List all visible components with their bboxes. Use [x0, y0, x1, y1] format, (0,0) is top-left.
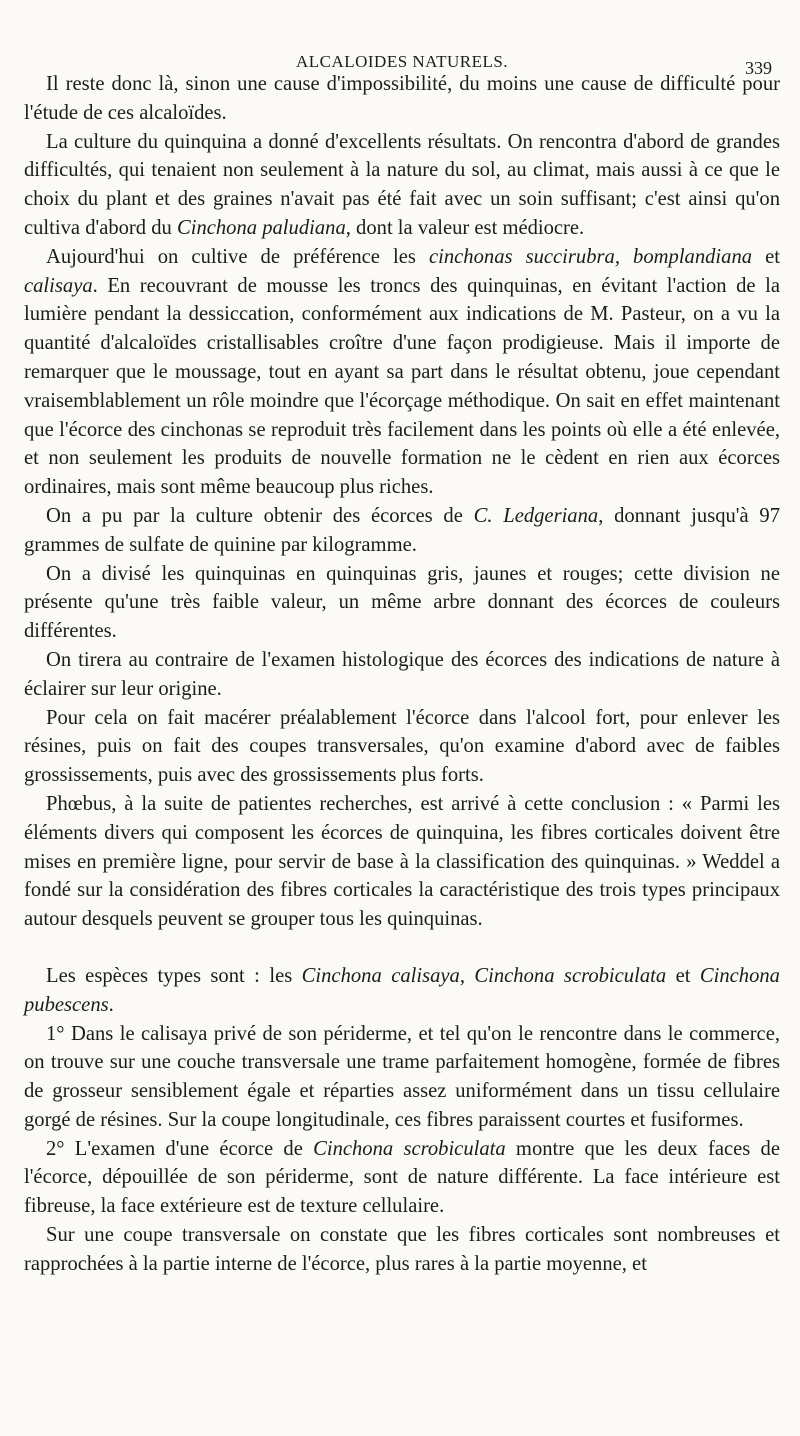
- paragraph-p6: [24, 646, 780, 704]
- text-run: On a divisé les quinquinas en quinquinas gris, jaunes et rouges; cette division ne présente qu'une très faible valeur, un même arbre donnant des écorces de couleurs différentes.: [24, 562, 780, 643]
- body-text: [24, 70, 780, 1279]
- text-run: Sur une coupe transversale on constate que les fibres corticales sont nombreuses et rapprochées à la partie interne de l'écorce, plus rares à la partie moyenne, et: [24, 1224, 780, 1275]
- italic-term: calisaya: [24, 274, 93, 297]
- text-run: 1° Dans le calisaya privé de son périderme, et tel qu'on le rencontre dans le commerce, on trouve sur une couche transversale une trame parfaitement homogène, formée de fibres de grosseur sensiblement égale et réparties assez uniformément dans un tissu cellulaire gorgé de résines. Sur la coupe longitudinale, ces fibres paraissent courtes et fusiformes.: [24, 1022, 780, 1131]
- paragraph-p5: [24, 560, 780, 646]
- paragraph-p8: [24, 790, 780, 934]
- text-run: Phœbus, à la suite de patientes recherches, est arrivé à cette conclusion : « Parmi les éléments divers qui composent les écorces de quinquina, les fibres corticales doivent être mises en première ligne, pour servir de base à la classification des quinquinas. » Weddel a fondé sur la considération des fibres corticales la caractéristique des trois types principaux autour desquels peuvent se grouper tous les quinquinas.: [24, 792, 780, 931]
- text-run: Pour cela on fait macérer préalablement l'écorce dans l'alcool fort, pour enlever les résines, puis on fait des coupes transversales, qu'on examine d'abord avec de faibles grossissements, puis avec des grossissements plus forts.: [24, 706, 780, 787]
- italic-term: Cinchona pubescens: [24, 964, 780, 1016]
- text-run: Aujourd'hui on cultive de préférence les: [46, 245, 429, 268]
- text-run: , dont la valeur est médiocre.: [345, 216, 585, 239]
- text-run: Il reste donc là, sinon une cause d'impossibilité, du moins une cause de difficulté pour l'étude de ces alcaloïdes.: [24, 73, 780, 124]
- text-run: et: [752, 245, 780, 268]
- italic-term: Cinchona scrobiculata: [313, 1137, 506, 1160]
- paragraph-p11: [24, 1135, 780, 1221]
- text-run: . En recouvrant de mousse les troncs des quinquinas, en évitant l'action de la lumière pendant la dessiccation, conformément aux indications de M. Pasteur, on a vu la quantité d'alcaloïdes cristallisables croître d'une façon prodigieuse. Mais il importe de remarquer que le moussage, tout en ayant sa part dans le résultat obtenu, joue cependant vraisemblablement un rôle moindre que l'écorçage méthodique. On sait en effet maintenant que l'écorce des cinchonas se reproduit très facilement dans les points où elle a été enlevée, et non seulement les produits de nouvelle formation ne le cèdent en rien aux écorces ordinaires, mais sont même beaucoup plus riches.: [24, 274, 780, 499]
- text-run: .: [108, 993, 114, 1016]
- text-run: 2° L'examen d'une écorce de: [46, 1137, 314, 1160]
- paragraph-p4: [24, 502, 780, 560]
- text-run: montre que les deux faces de l'écorce, dépouillée de son périderme, sont de nature différente. La face intérieure est fibreuse, la face extérieure est de texture cellulaire.: [24, 1137, 780, 1218]
- paragraph-p9: [24, 962, 780, 1020]
- paragraph-p12: [24, 1221, 780, 1279]
- paragraph-p10: [24, 1020, 780, 1135]
- page-header: [24, 0, 780, 78]
- paragraph-p1: [24, 70, 780, 128]
- text-run: et: [666, 964, 700, 987]
- text-run: La culture du quinquina a donné d'excellents résultats. On rencontra d'abord de grandes difficultés, qui tenaient non seulement à la nature du sol, au climat, mais aussi à ce que le choix du plant et des graines n'avait pas été fait avec un soin suffisant; c'est ainsi qu'on cultiva d'abord du: [24, 130, 780, 239]
- text-run: On tirera au contraire de l'examen histologique des écorces des indications de nature à éclairer sur leur origine.: [24, 648, 780, 700]
- paragraph-p2: [24, 128, 780, 243]
- italic-term: Cinchona paludiana: [176, 216, 346, 239]
- italic-term: C. Ledgeriana: [473, 504, 599, 527]
- italic-term: cinchonas succirubra, bomplandiana: [429, 245, 753, 268]
- paragraph-p7: [24, 704, 780, 790]
- page-number: 339: [745, 58, 772, 78]
- text-run: , donnant jusqu'à 97 grammes de sulfate de quinine par kilogramme.: [24, 504, 780, 556]
- italic-term: Cinchona calisaya, Cinchona scrobiculata: [301, 964, 667, 987]
- text-run: On a pu par la culture obtenir des écorces de: [46, 504, 474, 527]
- running-title: ALCALOIDES NATURELS.: [295, 52, 509, 71]
- paragraph-p3: [24, 243, 780, 502]
- text-run: Les espèces types sont : les: [46, 964, 302, 987]
